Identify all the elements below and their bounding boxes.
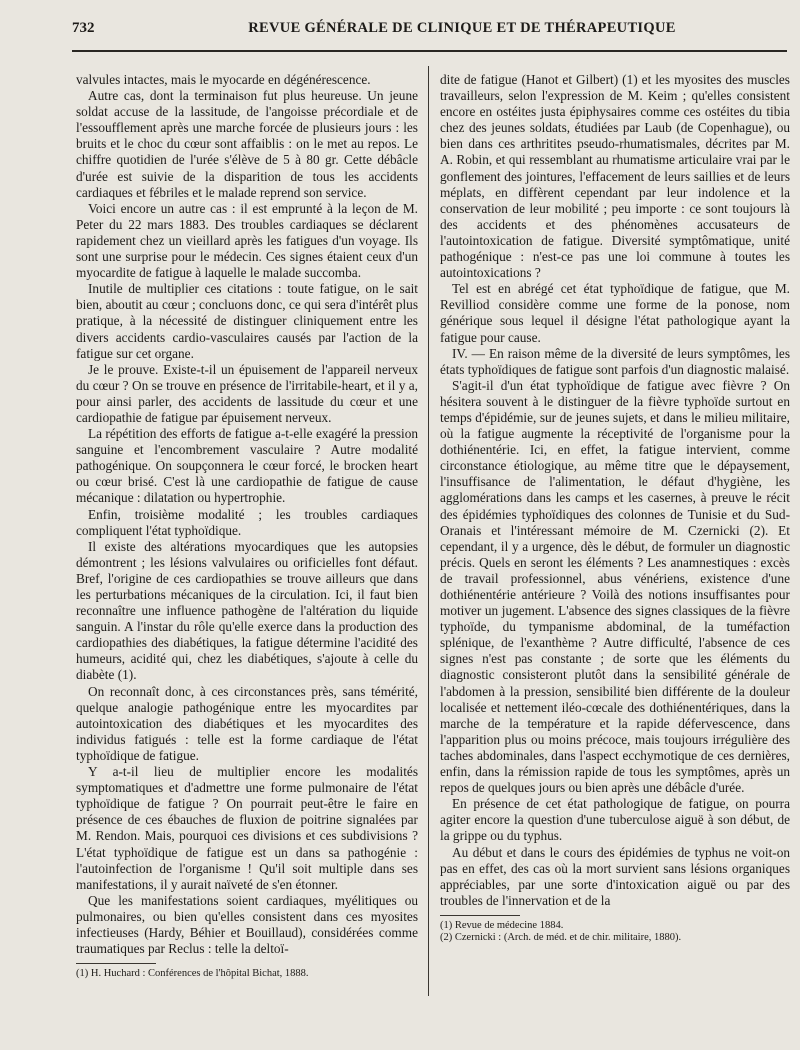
paragraph: Tel est en abrégé cet état typhoïdique de fatigue, que M. Revilliod considère comme une forme de la ponose, nom générique sous lequel il désigne l'état pathologique ayant la fatigue pour cause. xyxy=(440,281,790,345)
paragraph: Enfin, troisième modalité ; les troubles cardiaques compliquent l'état typhoïdique. xyxy=(76,506,418,538)
paragraph: Y a-t-il lieu de multiplier encore les modalités symptomatiques et d'admettre une forme pulmonaire de l'état typhoïdique de fatigue ? On pourrait peut-être le faire en présence de ces ébauches de fluxion de poitrine signalées par M. Rendon. Mais, pourquoi ces divisions et ces subdivisions ? L'état typhoïdique de fatigue est un dans sa pathogénie : l'autoinfection de l'organisme ! Qu'il soit multiple dans ses manifestations, il y aurait naïveté de s'en étonner. xyxy=(76,764,418,892)
paragraph: S'agit-il d'un état typhoïdique de fatigue avec fièvre ? On hésitera souvent à le distinguer de la fièvre typhoïde surtout en temps d'épidémie, sur de jeunes sujets, et dans le milieu militaire, où la fatigue augmente la réceptivité de l'organisme pour la dothiénentérie. Ici, en effet, la fatigue intervient, comme circonstance étiologique, au même titre que le dépaysement, l'insuffisance de l'alimentation, le défaut d'hygiène, les agglomérations dans les camps et les casernes, à preuve le récit des épidémies typhoïdiques des colonnes de Tunisie et du Sud-Oranais et l'intéressant mémoire de M. Czernicki (2). Et cependant, il y a urgence, dès le début, de formuler un diagnostic précis. Quels en seront les éléments ? Les anamnestiques : excès de travail professionnel, abus vénériens, existence d'une dothiénentérie antérieure ? Voilà des notions insuffisantes pour motiver un jugement. L'absence des signes classiques de la fièvre typhoïde, du tympanisme abdominal, de la tuméfaction splénique, de l'exanthème ? Autre difficulté, l'absence de ces signes n'est pas constante ; de sorte que les éléments du diagnostic consisteront plutôt dans la sensibilité générale de l'abdomen à la pression, sensibilité bien différente de la douleur localisée et nettement iléo-cœcale des dothiénentériques, dans la marche de la température et la rapide défervescence, dans l'apparition plus ou moins précoce, mais toujours irrégulière des taches abdominales, dans l'aspect ecchymotique de ces dernières, enfin, dans la rémission rapide de tous les symptômes, après un repos de quelques jours ou bien après une débâcle d'urée. xyxy=(440,377,790,796)
paragraph: dite de fatigue (Hanot et Gilbert) (1) et les myosites des muscles travailleurs, selon l'expression de M. Keim ; qu'elles consistent encore en ostéites justa épiphysaires comme ces ostéites du tibia chez des jeunes soldats, étudiées par Laub (de Copenhague), ou bien dans ces arthritites pseudo-rhumatismales, décrites par M. A. Robin, et qui ressemblant au rhumatisme articulaire vrai par le gonflement des jointures, l'effacement de leurs saillies et de leurs méplats, en diffèrent cependant par leur indolence et la conservation de leur mobilité ; peu importe : ce sont toujours là des accidents et des phénomènes accusateurs de l'autointoxication de fatigue. Diversité symptômatique, unité pathogénique : n'est-ce pas une loi commune à toutes les autointoxications ? xyxy=(440,72,790,281)
paragraph: valvules intactes, mais le myocarde en dégénérescence. xyxy=(76,72,371,87)
left-column xyxy=(76,72,418,981)
running-title: REVUE GÉNÉRALE DE CLINIQUE ET DE THÉRAPEUTIQUE xyxy=(248,20,676,36)
paragraph: Autre cas, dont la terminaison fut plus heureuse. Un jeune soldat accuse de la lassitude, de l'angoisse précordiale et de l'essoufflement après une marche forcée de plusieurs jours : les bruits et le choc du cœur sont affaiblis : on le met au repos. Le chiffre quotidien de l'urée s'élève de 5 à 80 gr. Cette débâcle d'urée est suivie de la disparition de tous les accidents cardiaques et fébriles et le malade reprend son service. xyxy=(76,88,418,200)
header-rule xyxy=(72,50,787,52)
footnote: (1) H. Huchard : Conférences de l'hôpital Bichat, 1888. xyxy=(76,968,309,980)
paragraph: On reconnaît donc, à ces circonstances près, sans témérité, quelque analogie pathogénique entre les myocardites par autointoxication des diabétiques et les myocardites des individus fatigués : telle est la forme cardiaque de l'état typhoïdique de fatigue. xyxy=(76,683,418,763)
paragraph: En présence de cet état pathologique de fatigue, on pourra agiter encore la question d'une tuberculose aiguë à son début, de la grippe ou du typhus. xyxy=(440,796,790,844)
column-divider xyxy=(428,66,429,996)
paragraph: IV. — En raison même de la diversité de leurs symptômes, les états typhoïdiques de fatigue sont parfois d'un diagnostic malaisé. xyxy=(440,345,790,377)
footnote: (2) Czernicki : (Arch. de méd. et de chir. militaire, 1880). xyxy=(440,932,682,944)
footnote-rule xyxy=(76,963,156,964)
page-header xyxy=(72,20,792,46)
footnote-rule xyxy=(440,915,520,916)
footnote: (1) Revue de médecine 1884. xyxy=(440,919,564,931)
paragraph: Il existe des altérations myocardiques que les autopsies démontrent ; les lésions valvulaires ou orificielles font défaut. Bref, l'origine de ces cardiopathies se trouve ailleurs que dans les perturbations mécaniques de la circulation. Ici, il faut bien reconnaître une influence pathogène de l'altération du liquide sanguin. A l'instar du rôle qu'elle exerce dans la production des cardiopathies des diabétiques, la fatigue détermine l'acidité des humeurs, acidité qui, chez les diabétiques, s'ajoute à celle du diabète (1). xyxy=(76,538,418,683)
paragraph: Au début et dans le cours des épidémies de typhus ne voit-on pas en effet, des cas où la mort survient sans lésions organiques appréciables, par une sorte d'intoxication aiguë ou par des troubles de l'innervation et de la xyxy=(440,844,790,908)
paragraph: Je le prouve. Existe-t-il un épuisement de l'appareil nerveux du cœur ? On se trouve en présence de l'irritabile-heart, et il y a, pour ainsi parler, des accidents de lassitude du cœur et une cardiopathie de fatigue par épuisement nerveux. xyxy=(76,361,418,425)
right-column xyxy=(440,72,790,945)
page-number: 732 xyxy=(72,20,95,36)
paragraph: Voici encore un autre cas : il est emprunté à la leçon de M. Peter du 22 mars 1883. Des troubles cardiaques se déclarent rapidement chez un vieillard après les fatigues d'un voyage. Ils sont une surprise pour le médecin. Ces signes étaient ceux d'un myocardite de fatigue à laquelle le malade succomba. xyxy=(76,200,418,281)
paragraph: Que les manifestations soient cardiaques, myélitiques ou pulmonaires, ou bien qu'elles consistent dans ces myosites infectieuses (Hardy, Béhier et Bouillaud), considérées comme traumatiques par Reclus : telle la deltoï- xyxy=(76,892,418,957)
paragraph: La répétition des efforts de fatigue a-t-elle exagéré la pression sanguine et l'encombrement vasculaire ? Autre modalité pathogénique. On soupçonnera le cœur forcé, le brocken heart ou cœur brisé. C'est là une cardiopathie de fatigue de cause mécanique : dilatation ou hypertrophie. xyxy=(76,426,418,506)
paragraph: Inutile de multiplier ces citations : toute fatigue, on le sait bien, aboutit au cœur ; concluons donc, ce qui sera d'intérêt plus pratique, à la nécessité de distinguer cliniquement entre les divers accidents cardio-vasculaires causés par l'action de la fatigue sur cet organe. xyxy=(76,281,418,361)
